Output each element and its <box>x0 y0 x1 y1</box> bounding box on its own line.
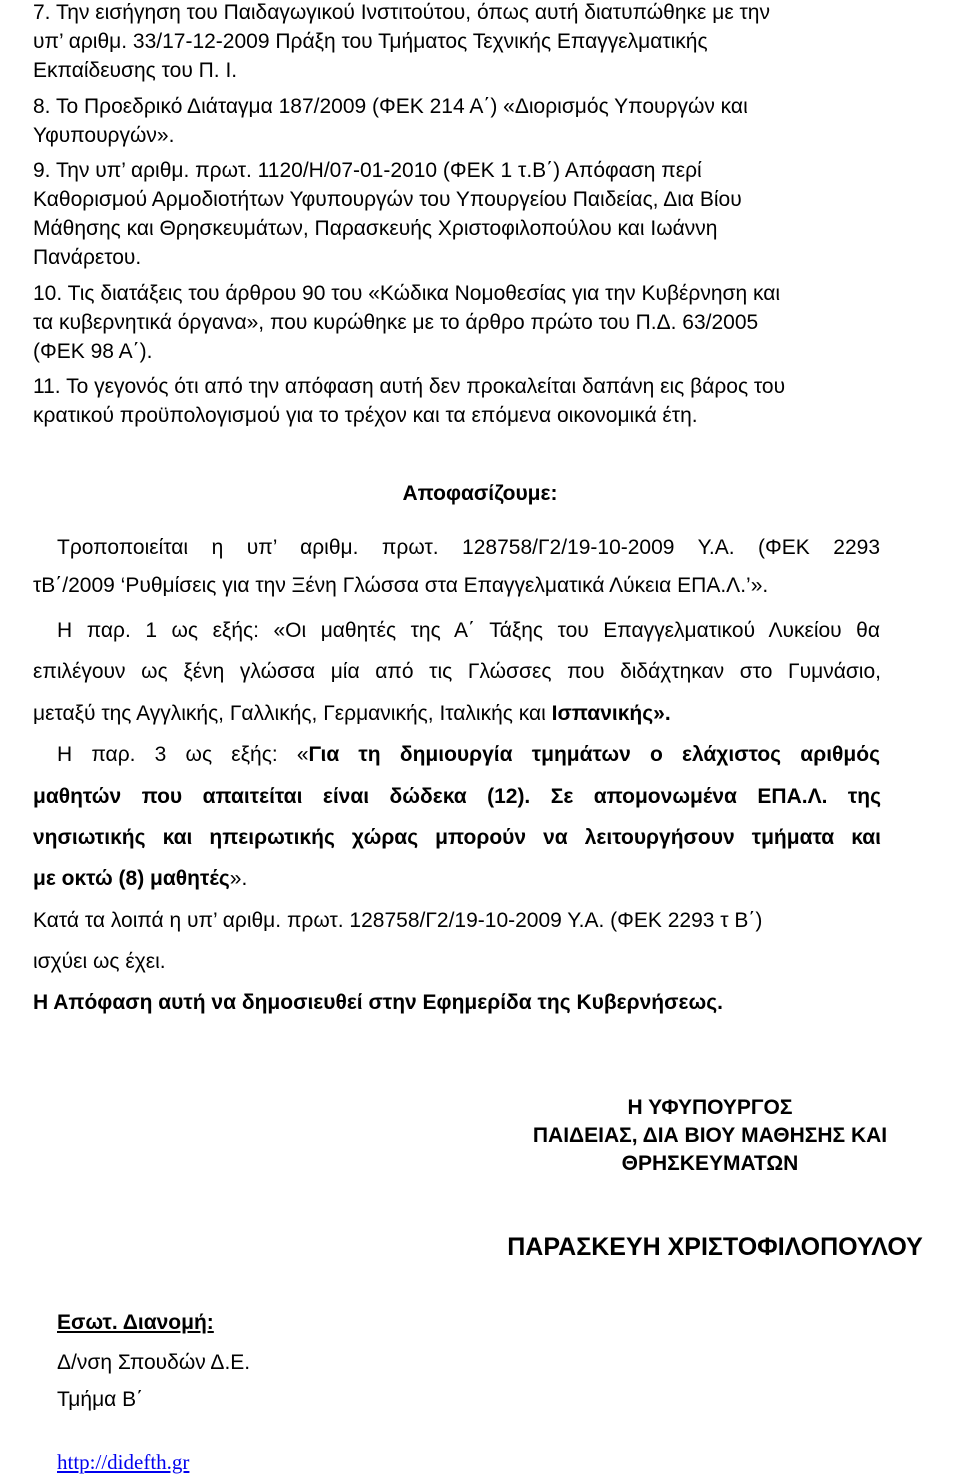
item-9-line-1: 9. Την υπ’ αριθμ. πρωτ. 1120/Η/07-01-2010 (ΦΕΚ 1 τ.Β΄) Απόφαση περί <box>33 159 702 182</box>
distribution-heading-text: Εσωτ. Διανομή: <box>57 1311 214 1334</box>
distribution-heading <box>57 1310 214 1336</box>
item-7-line-2: υπ’ αριθμ. 33/17-12-2009 Πράξη του Τμήματος Τεχνικής Επαγγελματικής <box>33 30 708 53</box>
distribution-item-1: Δ/νση Σπουδών Δ.Ε. <box>57 1351 251 1374</box>
paragraph-3-line-4 <box>33 864 247 894</box>
publication-order: Η Απόφαση αυτή να δημοσιευθεί στην Εφημερίδα της Κυβερνήσεως. <box>33 991 723 1014</box>
paragraph-3-line-4-bold: με οκτώ (8) μαθητές <box>33 867 230 890</box>
item-11-line-1: 11. Το γεγονός ότι από την απόφαση αυτή δεν προκαλείται δαπάνη εις βάρος του <box>33 375 786 398</box>
modification-line-2: τΒ΄/2009 ‘Ρυθμίσεις για την Ξένη Γλώσσα στα Επαγγελματικά Λύκεια ΕΠΑ.Λ.’». <box>33 574 769 597</box>
paragraph-3-line-1-bold: Για τη δημιουργία τμημάτων ο ελάχιστος αριθμός <box>308 743 880 766</box>
paragraph-3-line-3: νησιωτικής και ηπειρωτικής χώρας μπορούν να λειτουργήσουν τμήματα και <box>33 826 881 849</box>
signature-title-line-1: Η ΥΦΥΠΟΥΡΓΟΣ <box>627 1096 793 1119</box>
website-link[interactable]: http://didefth.gr <box>57 1450 190 1474</box>
item-9-line-3: Μάθησης και Θρησκευμάτων, Παρασκευής Χριστοφιλοπούλου και Ιωάννη <box>33 217 718 240</box>
signatory-name: ΠΑΡΑΣΚΕΥΗ ΧΡΙΣΤΟΦΙΛΟΠΟΥΛΟΥ <box>507 1233 923 1261</box>
decision-heading: Αποφασίζουμε: <box>402 482 558 505</box>
paragraph-3-line-4-text: ». <box>229 867 248 890</box>
paragraph-1-line-3-bold: Ισπανικής». <box>551 702 671 725</box>
paragraph-1-line-3 <box>33 699 671 729</box>
item-10-line-3: (ΦΕΚ 98 Α΄). <box>33 340 153 363</box>
distribution-item-2: Τμήμα Β΄ <box>57 1388 144 1411</box>
item-11-line-2: κρατικού προϋπολογισμού για το τρέχον και τα επόμενα οικονομικά έτη. <box>33 404 698 427</box>
paragraph-3-line-1-text: Η παρ. 3 ως εξής: « <box>57 743 309 766</box>
paragraph-1-line-1: Η παρ. 1 ως εξής: «Οι μαθητές της Α΄ Τάξης του Επαγγελματικού Λυκείου θα <box>57 619 880 642</box>
paragraph-3-line-2: μαθητών που απαιτείται είναι δώδεκα (12). Σε απομονωμένα ΕΠΑ.Λ. της <box>33 785 881 808</box>
signature-title-line-3: ΘΡΗΣΚΕΥΜΑΤΩΝ <box>621 1152 799 1175</box>
item-10-line-1: 10. Τις διατάξεις του άρθρου 90 του «Κώδικα Νομοθεσίας για την Κυβέρνηση και <box>33 282 781 305</box>
modification-line-1: Τροποποιείται η υπ’ αριθμ. πρωτ. 128758/Γ2/19-10-2009 Υ.Α. (ΦΕΚ 2293 <box>57 536 880 559</box>
paragraph-1-line-2: επιλέγουν ως ξένη γλώσσα μία από τις Γλώσσες που διδάχτηκαν στο Γυμνάσιο, <box>33 660 881 683</box>
paragraph-3-line-1 <box>57 740 880 770</box>
item-9-line-4: Πανάρετου. <box>33 246 142 269</box>
signature-title-line-2: ΠΑΙΔΕΙΑΣ, ΔΙΑ ΒΙΟΥ ΜΑΘΗΣΗΣ ΚΑΙ <box>532 1124 888 1147</box>
item-7-line-1: 7. Την εισήγηση του Παιδαγωγικού Ινστιτούτου, όπως αυτή διατυπώθηκε με την <box>33 1 770 24</box>
item-9-line-2: Καθορισμού Αρμοδιοτήτων Υφυπουργών του Υπουργείου Παιδείας, Δια Βίου <box>33 188 742 211</box>
remaining-line-1: Κατά τα λοιπά η υπ’ αριθμ. πρωτ. 128758/Γ2/19-10-2009 Υ.Α. (ΦΕΚ 2293 τ Β΄) <box>33 909 763 932</box>
remaining-line-2: ισχύει ως έχει. <box>33 950 166 973</box>
item-8-line-1: 8. Το Προεδρικό Διάταγμα 187/2009 (ΦΕΚ 214 Α΄) «Διορισμός Υπουργών και <box>33 95 748 118</box>
item-8-line-2: Υφυπουργών». <box>33 124 175 147</box>
item-10-line-2: τα κυβερνητικά όργανα», που κυρώθηκε με το άρθρο πρώτο του Π.Δ. 63/2005 <box>33 311 759 334</box>
item-7-line-3: Εκπαίδευσης του Π. Ι. <box>33 59 238 82</box>
paragraph-1-line-3-text: μεταξύ της Αγγλικής, Γαλλικής, Γερμανικής, Ιταλικής και <box>33 702 552 725</box>
